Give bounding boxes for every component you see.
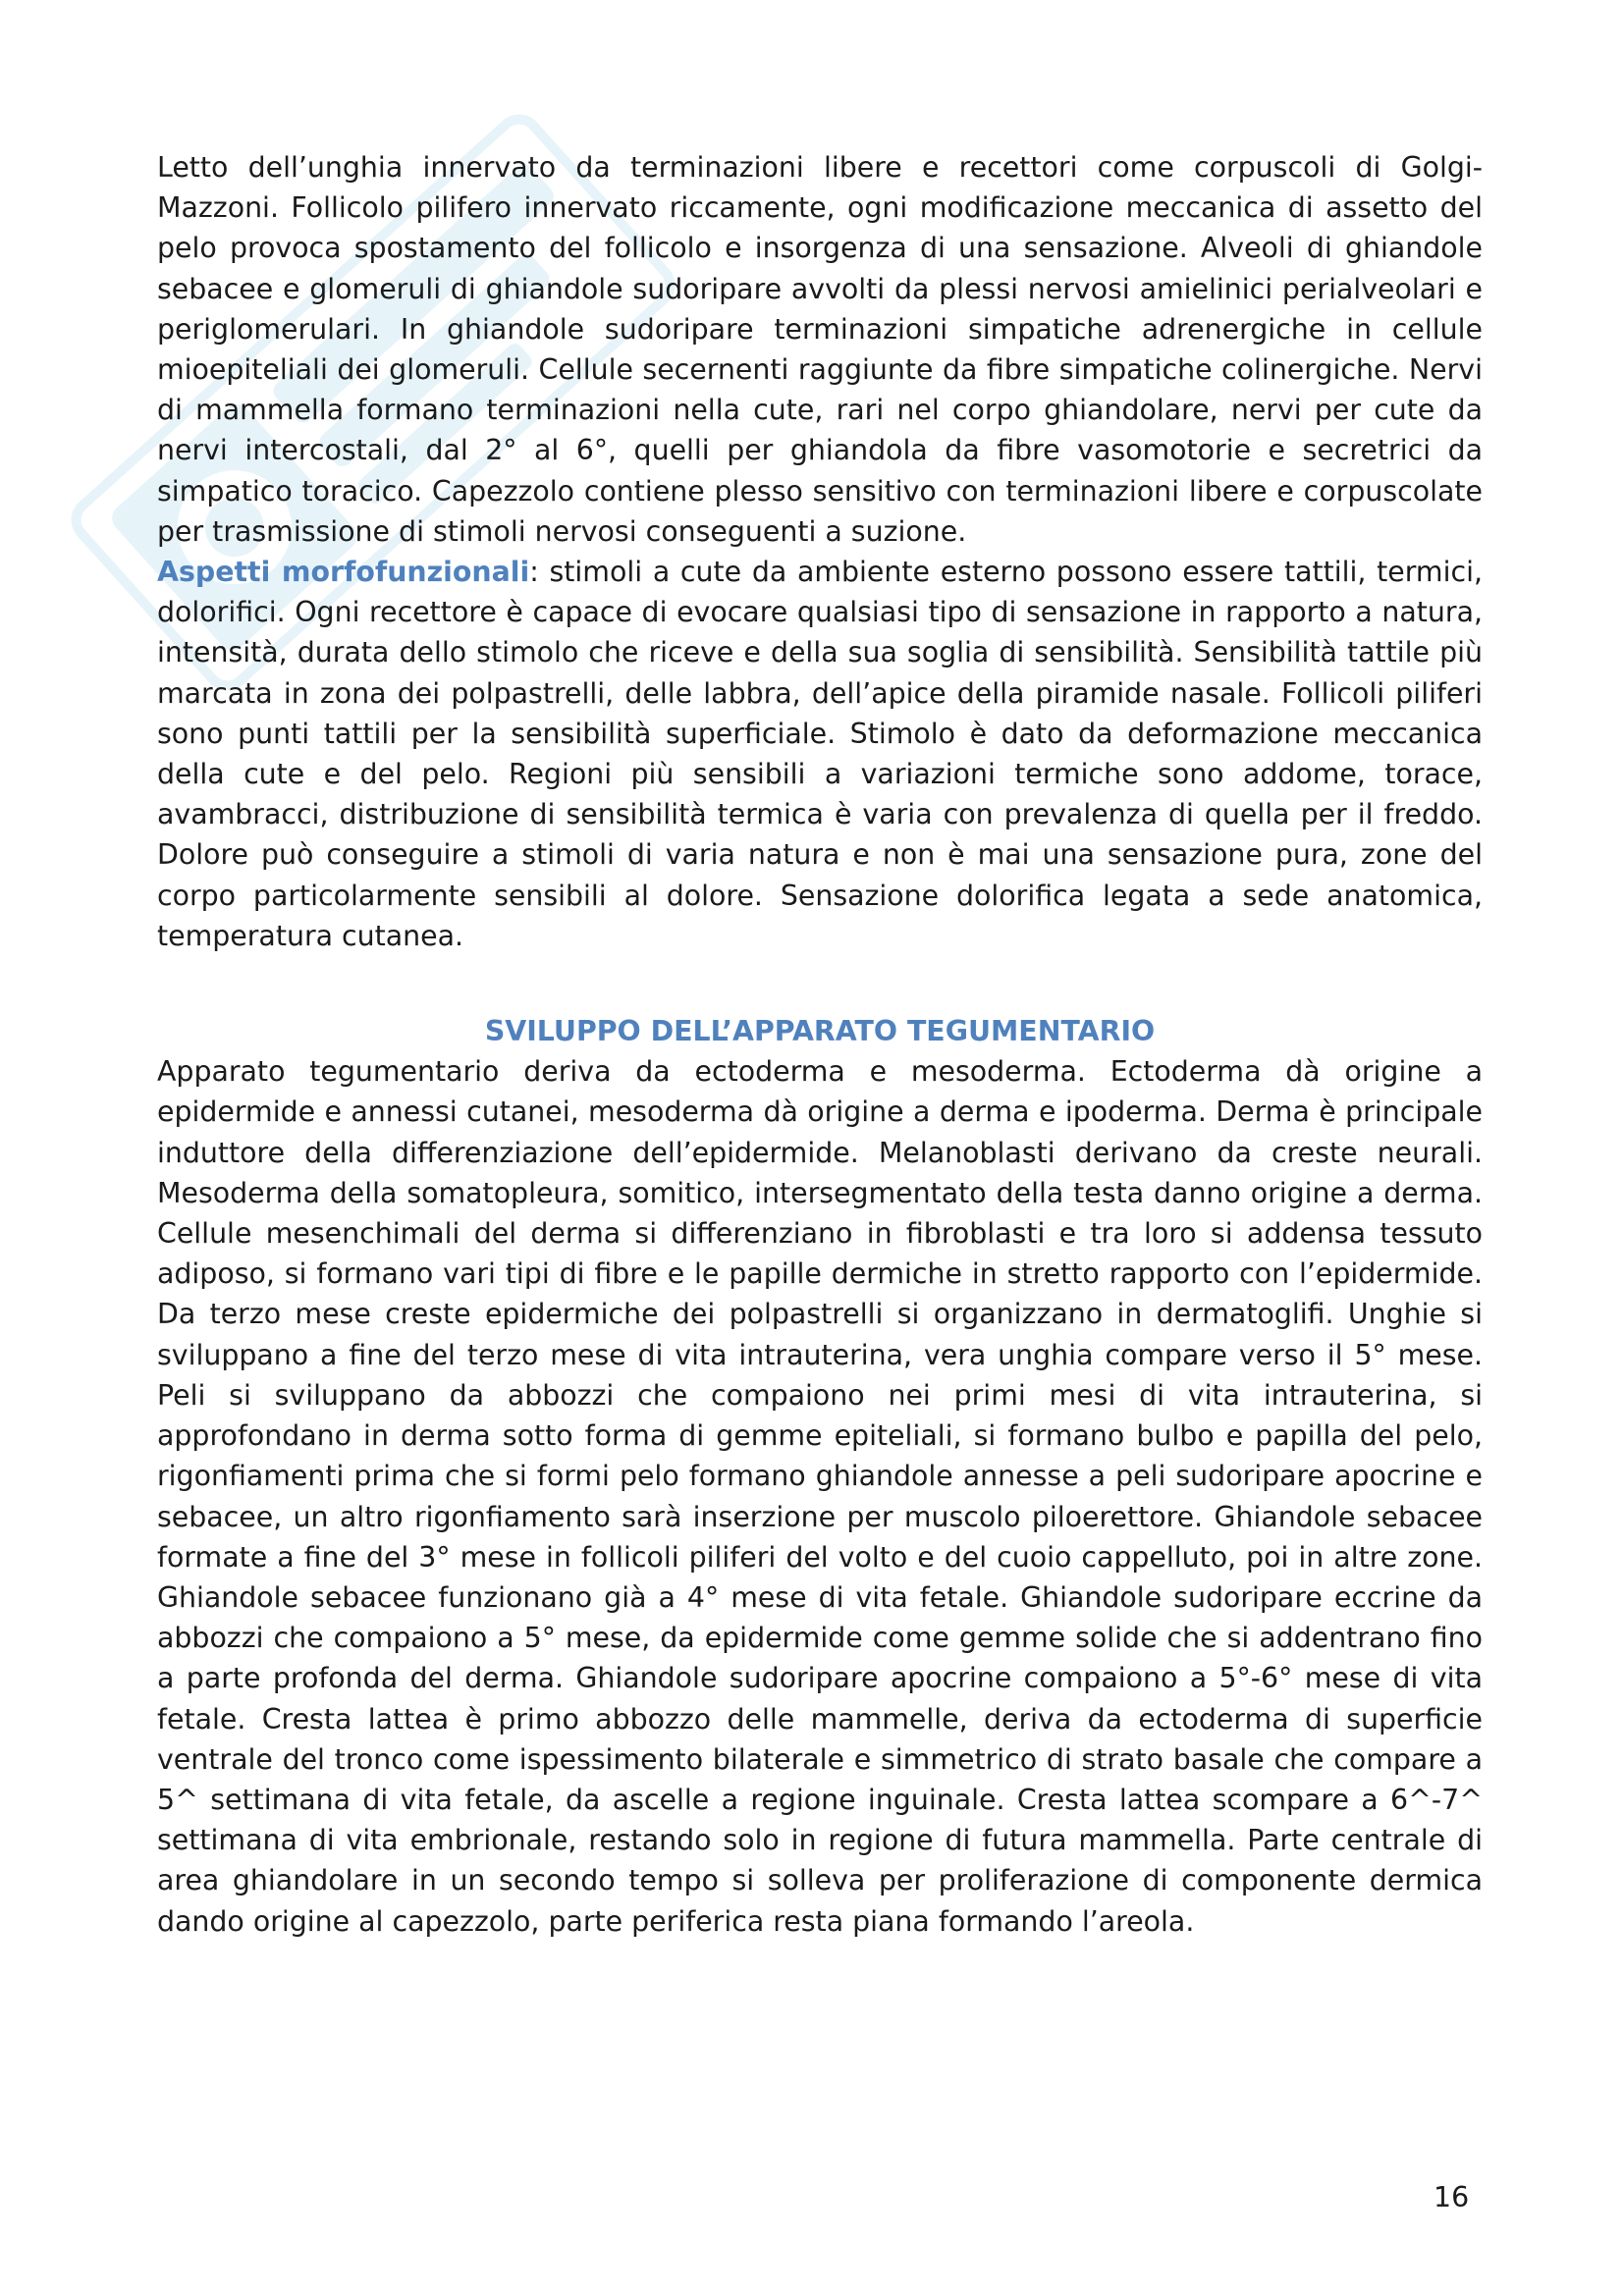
inline-heading-aspetti: Aspetti morfofunzionali bbox=[157, 556, 530, 589]
paragraph-innervation: Letto dell’unghia innervato da terminazioni libere e recettori come corpuscoli di Golgi-Mazzoni. Follicolo pilifero innervato riccamente, ogni modificazione meccanica di assetto del pelo provoca spostamento del follicolo e insorgenza di una sensazione. Alveoli di ghiandole sebacee e glomeruli di ghiandole sudoripare avvolti da plessi nervosi amielinici perialveolari e periglomerulari. In ghiandole sudoripare terminazioni simpatiche adrenergiche in cellule mioepiteliali dei glomeruli. Cellule secernenti raggiunte da fibre simpatiche colinergiche. Nervi di mammella formano terminazioni nella cute, rari nel corpo ghiandolare, nervi per cute da nervi intercostali, dal 2° al 6°, quelli per ghiandola da fibre vasomotorie e secretrici da simpatico toracico. Capezzolo contiene plesso sensitivo con terminazioni libere e corpuscolate per trasmissione di stimoli nervosi conseguenti a suzione. bbox=[157, 151, 1483, 548]
paragraph-development: Apparato tegumentario deriva da ectoderma e mesoderma. Ectoderma dà origine a epidermide e annessi cutanei, mesoderma dà origine a derma e ipoderma. Derma è principale induttore della differenziazione dell’epidermide. Melanoblasti derivano da creste neurali. Mesoderma della somatopleura, somitico, intersegmentato della testa danno origine a derma. Cellule mesenchimali del derma si differenziano in fibroblasti e tra loro si addensa tessuto adiposo, si formano vari tipi di fibre e le papille dermiche in stretto rapporto con l’epidermide. Da terzo mese creste epidermiche dei polpastrelli si organizzano in dermatoglifi. Unghie si sviluppano a fine del terzo mese di vita intrauterina, vera unghia compare verso il 5° mese. Peli si sviluppano da abbozzi che compaiono nei primi mesi di vita intrauterina, si approfondano in derma sotto forma di gemme epiteliali, si formano bulbo e papilla del pelo, rigonfiamenti prima che si formi pelo formano ghiandole annesse a peli sudoripare apocrine e sebacee, un altro rigonfiamento sarà inserzione per muscolo piloerettore. Ghiandole sebacee formate a fine del 3° mese in follicoli piliferi del volto e del cuoio cappelluto, poi in altre zone. Ghiandole sebacee funzionano già a 4° mese di vita fetale. Ghiandole sudoripare eccrine da abbozzi che compaiono a 5° mese, da epidermide come gemme solide che si addentrano fino a parte profonda del derma. Ghiandole sudoripare apocrine compaiono a 5°-6° mese di vita fetale. Cresta lattea è primo abbozzo delle mammelle, deriva da ectoderma di superficie ventrale del tronco come ispessimento bilaterale e simmetrico di strato basale che compare a 5^ settimana di vita fetale, da ascelle a regione inguinale. Cresta lattea scompare a 6^-7^ settimana di vita embrionale, restando solo in regione di futura mammella. Parte centrale di area ghiandolare in un secondo tempo si solleva per proliferazione di componente dermica dando origine al capezzolo, parte periferica resta piana formando l’areola. bbox=[157, 1055, 1483, 1938]
aspetti-text: : stimoli a cute da ambiente esterno possono essere tattili, termici, dolorifici. Ogni recettore è capace di evocare qualsiasi tipo di sensazione in rapporto a natura, intensità, durata dello stimolo che riceve e della sua soglia di sensibilità. Sensibilità tattile più marcata in zona dei polpastrelli, delle labbra, dell’apice della piramide nasale. Follicoli piliferi sono punti tattili per la sensibilità superficiale. Stimolo è dato da deformazione meccanica della cute e del pelo. Regioni più sensibili a variazioni termiche sono addome, torace, avambracci, distribuzione di sensibilità termica è varia con prevalenza di quella per il freddo. Dolore può conseguire a stimoli di varia natura e non è mai una sensazione pura, zone del corpo particolarmente sensibili al dolore. Sensazione dolorifica legata a sede anatomica, temperatura cutanea. bbox=[157, 556, 1483, 952]
document-page bbox=[157, 147, 1483, 1942]
paragraph-morphofunctional bbox=[157, 552, 1483, 956]
section-heading-development: SVILUPPO DELL’APPARATO TEGUMENTARIO bbox=[484, 1015, 1156, 1048]
page-number: 16 bbox=[1434, 2181, 1470, 2214]
